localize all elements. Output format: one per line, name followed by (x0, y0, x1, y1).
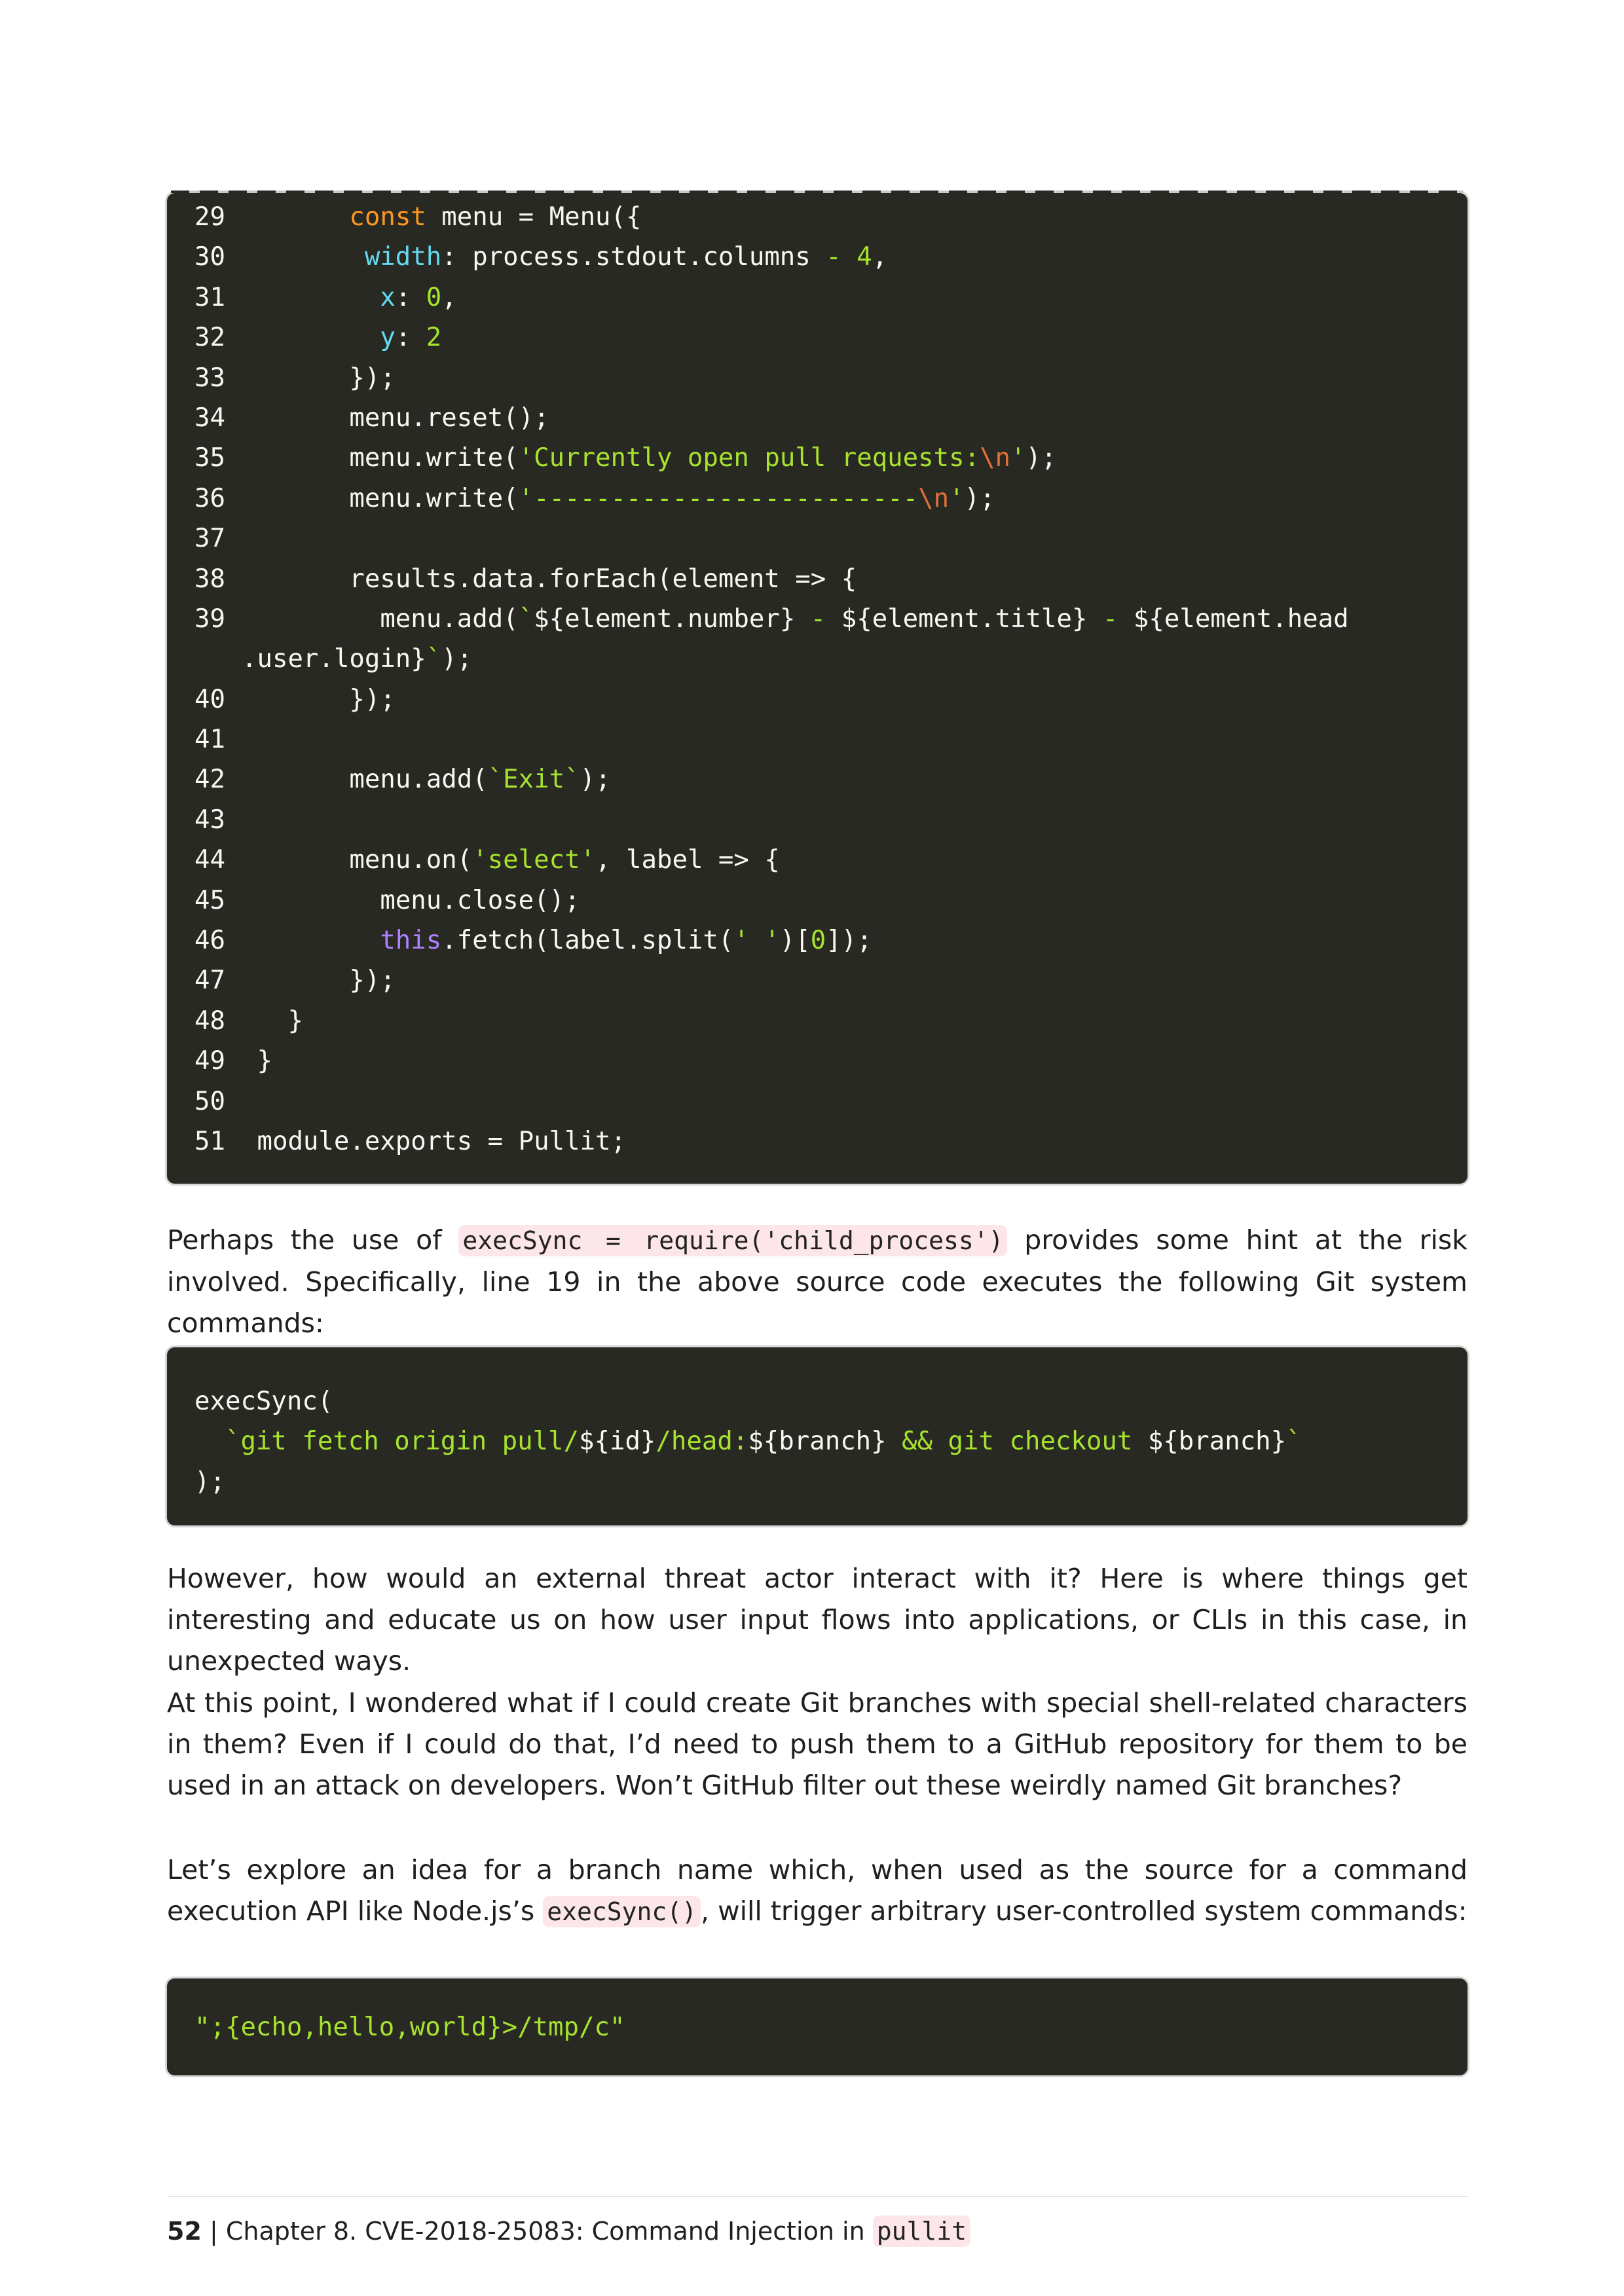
code-text (242, 720, 257, 759)
code-text (242, 920, 872, 960)
code-token: ); (1025, 443, 1057, 473)
code-line (167, 759, 1467, 799)
code-block-pullit-source (167, 193, 1467, 1184)
code-text (242, 800, 257, 840)
code-token: ${element.head (1133, 604, 1349, 634)
code-token: 'Currently open pull requests: (518, 443, 980, 473)
code-token: } (257, 1046, 272, 1076)
code-token: )[ (779, 926, 811, 956)
line-number: 30 (194, 242, 225, 272)
code-token: /head: (655, 1427, 748, 1457)
line-number: 40 (194, 684, 225, 714)
line-number: 35 (194, 443, 225, 473)
code-text (167, 1421, 1302, 1461)
code-token: ' (949, 483, 965, 513)
code-token: '------------------------- (518, 483, 919, 513)
paragraph-branch-name-idea (167, 1850, 1467, 1933)
footer-separator: | (201, 2217, 226, 2246)
code-line (167, 680, 1467, 720)
code-lines (167, 1381, 1467, 1502)
line-number: 38 (194, 564, 225, 594)
code-text (242, 680, 396, 720)
line-number: 46 (194, 926, 225, 956)
code-token: \n (980, 443, 1011, 473)
paragraph-text: Let’s explore an idea for a branch name which, when used as the source for a command execution API like Node.js’s (167, 1854, 1467, 1927)
line-number: 51 (194, 1126, 225, 1156)
code-token: ); (194, 1467, 225, 1497)
footer-divider (167, 2196, 1467, 2197)
code-text (242, 759, 611, 799)
code-token: menu.add( (380, 604, 519, 634)
code-line (167, 720, 1467, 759)
code-token: 4 (857, 242, 872, 272)
code-token: - (1087, 604, 1134, 634)
code-token: menu.write( (349, 443, 519, 473)
code-text (242, 1082, 257, 1121)
code-text (242, 1001, 303, 1041)
code-token: ); (441, 644, 473, 674)
code-token: : (395, 282, 426, 312)
code-token: menu.write( (349, 483, 519, 513)
code-line (167, 1421, 1467, 1461)
code-token: ` (518, 604, 534, 634)
code-token: - (795, 604, 841, 634)
code-token: menu.close(); (380, 885, 580, 915)
line-number: 44 (194, 845, 225, 875)
code-token: this (380, 926, 442, 956)
code-token: ); (580, 765, 611, 795)
code-line (167, 881, 1467, 920)
code-text (242, 840, 780, 880)
code-line (167, 1041, 1467, 1081)
code-token: : (395, 323, 426, 353)
line-number: 37 (194, 524, 225, 554)
code-token: ' ' (733, 926, 780, 956)
code-text (242, 479, 995, 519)
code-line (167, 559, 1467, 599)
code-token: 0 (810, 926, 826, 956)
code-token: results.data.forEach(element => { (349, 564, 857, 594)
code-line (167, 398, 1467, 438)
code-token: - (826, 242, 841, 272)
paragraph-threat-actor: However, how would an external threat actor interact with it? Here is where things get interesting and educate us on how user input flows into applications, or CLIs in this case, in unexpected ways. (167, 1563, 1467, 1677)
code-line (167, 2007, 1467, 2047)
code-token: y (380, 323, 396, 353)
line-number: 41 (194, 725, 225, 755)
chapter-title: Chapter 8. CVE-2018-25083: Command Injection in (225, 2217, 873, 2246)
paragraph-text: , will trigger arbitrary user-controlled system commands: (701, 1895, 1467, 1927)
code-line (167, 278, 1467, 318)
code-line (167, 519, 1467, 558)
code-text (167, 1381, 333, 1421)
code-token: x (380, 282, 396, 312)
payload-string: ";{echo,hello,world}>/tmp/c" (194, 2013, 625, 2042)
code-token: ${branch} (748, 1427, 887, 1457)
code-text (242, 1121, 626, 1161)
code-text (242, 559, 857, 599)
code-text (242, 599, 1349, 639)
code-text (242, 1041, 272, 1081)
line-number: 31 (194, 282, 225, 312)
code-token: menu.on( (349, 845, 473, 875)
line-number: 47 (194, 966, 225, 996)
code-token: ]); (826, 926, 872, 956)
code-token: width (364, 242, 442, 272)
code-token: `git fetch origin pull/ (225, 1427, 580, 1457)
line-number: 34 (194, 403, 225, 433)
code-line (167, 639, 1467, 679)
code-token: const (349, 202, 426, 232)
code-line (167, 920, 1467, 960)
code-token: ' (1010, 443, 1026, 473)
code-text (167, 1462, 225, 1502)
code-line (167, 599, 1467, 639)
code-token: } (287, 1006, 303, 1036)
code-token: }); (349, 684, 396, 714)
code-token: : process.stdout.columns (441, 242, 826, 272)
code-line (167, 237, 1467, 277)
code-token: module.exports = Pullit; (257, 1126, 627, 1156)
line-number: 32 (194, 323, 225, 353)
line-number: 50 (194, 1086, 225, 1116)
code-token: }); (349, 363, 396, 393)
code-token: }); (349, 966, 396, 996)
code-line (167, 358, 1467, 398)
code-token: 2 (426, 323, 442, 353)
code-line (167, 960, 1467, 1000)
line-number: 43 (194, 805, 225, 835)
code-token: 0 (426, 282, 442, 312)
code-text (242, 960, 396, 1000)
line-number: 48 (194, 1006, 225, 1036)
page-number: 52 (167, 2217, 202, 2246)
code-token: .user.login} (242, 644, 426, 674)
line-number: 39 (194, 604, 225, 634)
code-text (242, 881, 580, 920)
code-token: ${id} (579, 1427, 656, 1457)
code-text (242, 398, 549, 438)
code-line (167, 1121, 1467, 1161)
code-line (167, 438, 1467, 478)
code-token: execSync( (194, 1387, 333, 1416)
code-token: ${element.title} (841, 604, 1088, 634)
line-number: 36 (194, 483, 225, 513)
code-text (242, 197, 642, 237)
paragraph-execsync-hint (167, 1220, 1467, 1344)
code-line (167, 1381, 1467, 1421)
code-token: , (441, 282, 457, 312)
code-line (167, 1462, 1467, 1502)
code-token: menu.add( (349, 765, 488, 795)
inline-code: execSync() (543, 1896, 701, 1927)
line-number: 49 (194, 1046, 225, 1076)
code-token: menu = Menu({ (426, 202, 642, 232)
code-block-branch-payload (167, 1978, 1467, 2075)
code-token: ${branch} (1147, 1427, 1287, 1457)
code-token (194, 1427, 225, 1456)
code-token: menu.reset(); (349, 403, 549, 433)
code-token: ` (426, 644, 442, 674)
code-token (841, 242, 857, 272)
paragraph-text: provides some hint at the risk involved. Specifically, line 19 in the above source code executes the following Git system commands: (167, 1224, 1468, 1339)
paragraph-text: Perhaps the use of (167, 1224, 459, 1256)
code-text (242, 519, 257, 558)
paragraph-git-branches: At this point, I wondered what if I could create Git branches with special shell-related characters in them? Even if I could do that, I’d need to push them to a GitHub repository for them to be used in an attack on developers. Won’t GitHub filter out these weirdly named Git branches? (167, 1687, 1467, 1801)
code-token: , (872, 242, 888, 272)
code-line (167, 1001, 1467, 1041)
code-token: 'select' (472, 845, 596, 875)
line-number: 45 (194, 885, 225, 915)
torn-edge-divider (171, 191, 1464, 193)
code-line (167, 479, 1467, 519)
code-token: && git checkout (886, 1427, 1148, 1457)
code-text (242, 438, 1056, 478)
inline-code: execSync = require('child_process') (458, 1225, 1007, 1256)
code-token: , label => { (595, 845, 780, 875)
code-text (242, 237, 887, 277)
inline-code: pullit (873, 2215, 970, 2247)
code-line (167, 197, 1467, 237)
code-line (167, 800, 1467, 840)
code-text (242, 318, 441, 357)
code-token: ); (964, 483, 995, 513)
code-block-execsync (167, 1347, 1467, 1525)
code-line (167, 840, 1467, 880)
code-token: `Exit` (487, 765, 580, 795)
page-footer (167, 2212, 970, 2251)
code-line (167, 1082, 1467, 1121)
code-token: .fetch(label.split( (441, 926, 734, 956)
code-lines (167, 197, 1467, 1161)
code-token: ${element.number} (534, 604, 796, 634)
line-number: 33 (194, 363, 225, 393)
code-token: ` (1286, 1427, 1302, 1457)
line-number: 29 (194, 202, 225, 232)
code-text (242, 278, 457, 318)
code-text (167, 639, 472, 679)
code-line (167, 318, 1467, 357)
code-text (242, 358, 396, 398)
code-token: \n (918, 483, 950, 513)
line-number: 42 (194, 765, 225, 795)
